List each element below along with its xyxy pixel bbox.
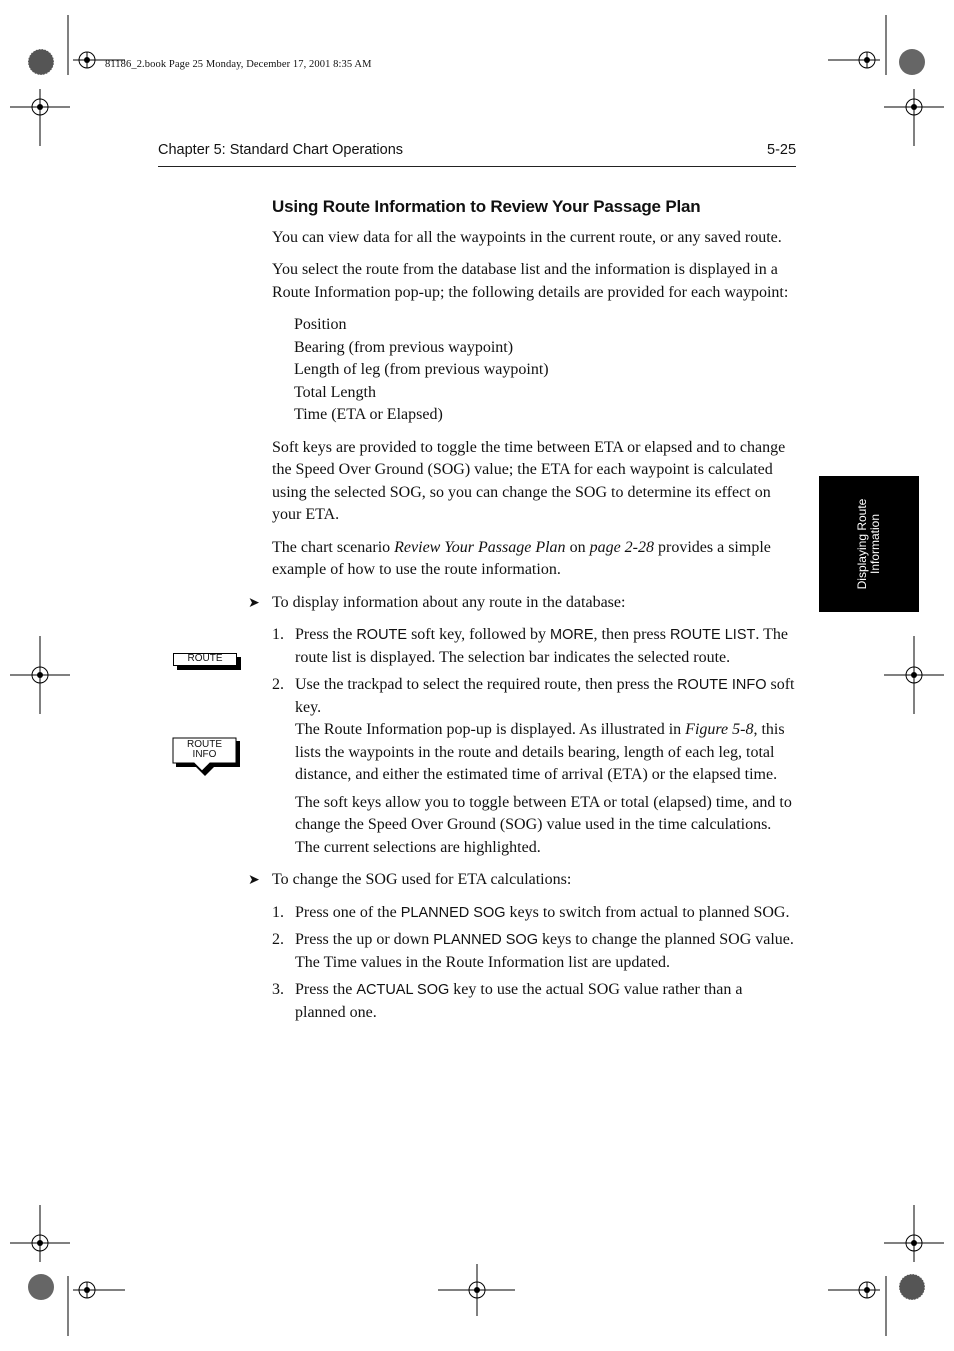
route-info-softkey-icon (172, 737, 242, 777)
step-detail: The soft keys allow you to toggle between ETA or total (elapsed) time, and to change the Speed Over Ground (SOG) value used in the time calculations. The current selections are highlighted. (295, 793, 792, 856)
step-number: 2. (272, 931, 284, 948)
main-content (248, 196, 796, 1029)
list-item: Length of leg (from previous waypoint) (294, 361, 549, 378)
step (272, 624, 796, 669)
list-item: Time (ETA or Elapsed) (294, 406, 443, 423)
text: soft key. (295, 676, 795, 716)
route-softkey-label: ROUTE (173, 653, 237, 666)
key-name: MORE (550, 627, 594, 643)
step-number: 1. (272, 903, 284, 921)
print-info: 81186_2.book Page 25 Monday, December 17, 2001 8:35 AM (105, 59, 372, 70)
key-name: PLANNED SOG (433, 932, 538, 948)
key-name: ACTUAL SOG (356, 982, 450, 998)
waypoint-details-list (294, 314, 796, 427)
text: Press one of the (295, 903, 401, 921)
procedure-heading-text: To change the SOG used for ETA calculations: (272, 871, 572, 888)
text: Use the trackpad to select the required route, then press the (295, 676, 678, 693)
text: soft key, followed by (407, 626, 551, 643)
text: keys to switch from actual to planned SOG. (505, 903, 790, 921)
page-number: 5-25 (767, 142, 797, 158)
text: The Route Information pop-up is displayed. As illustrated in (295, 721, 686, 738)
list-item: Position (294, 316, 347, 333)
step (272, 929, 796, 974)
section-tab-label (856, 499, 882, 590)
scenario-reference: Review Your Passage Plan (394, 538, 566, 556)
text: Press the (295, 981, 357, 998)
running-header-chapter: Chapter 5: Standard Chart Operations (158, 142, 404, 158)
text: keys to change the planned SOG value. The Time values in the Route Information list are updated. (295, 931, 794, 971)
arrow-bullet-icon: ➤ (248, 872, 260, 888)
route-info-softkey-line1: ROUTE (187, 739, 222, 750)
step (272, 902, 796, 925)
step-detail (295, 719, 796, 787)
list-item: Bearing (from previous waypoint) (294, 338, 514, 356)
route-info-softkey-line2: INFO (192, 749, 217, 760)
step-number: 2. (272, 676, 284, 693)
key-name: ROUTE INFO (677, 677, 767, 693)
text: , then press (593, 626, 670, 643)
text: on (565, 538, 590, 556)
text: Press the (295, 626, 357, 643)
key-name: PLANNED SOG (400, 904, 506, 921)
section-tab (819, 476, 919, 612)
key-name: ROUTE (356, 627, 408, 643)
section-tab-line2: Information (868, 513, 882, 575)
text: provides a simple example of how to use the route information. (272, 538, 771, 578)
procedure-heading (248, 869, 796, 892)
list-item: Total Length (294, 383, 376, 401)
step (272, 674, 796, 719)
arrow-bullet-icon: ➤ (248, 594, 260, 611)
paragraph (272, 537, 796, 582)
text: Press the up or down (295, 931, 434, 948)
header-rule (158, 166, 796, 167)
section-tab-line1: Displaying Route (855, 498, 869, 590)
step-number: 3. (272, 981, 284, 998)
paragraph: You select the route from the database list and the information is displayed in a Route Information pop-up; the following details are provided for each waypoint: (272, 261, 789, 301)
text: . The route list is displayed. The selection bar indicates the selected route. (295, 626, 788, 666)
paragraph: You can view data for all the waypoints in the current route, or any saved route. (272, 228, 782, 246)
paragraph: Soft keys are provided to toggle the time between ETA or elapsed and to change the Speed Over Ground (SOG) value; the ETA for each waypoint is calculated using the selected SOG, so you can change the SOG to determine its effect on your ETA. (272, 438, 786, 523)
text: , this lists the waypoints in the route and details bearing, length of each leg, total distance, and either the estimated time of arrival (ETA) or the elapsed time. (295, 721, 785, 783)
step (272, 979, 796, 1024)
page-reference: page 2-28 (589, 538, 654, 556)
section-title: Using Route Information to Review Your Passage Plan (272, 197, 701, 216)
route-softkey-icon (173, 653, 241, 671)
text: key to use the actual SOG value rather than a planned one. (295, 981, 743, 1021)
text: The chart scenario (272, 538, 395, 556)
figure-reference: Figure 5-8 (685, 721, 754, 738)
step-number: 1. (272, 626, 284, 643)
procedure-heading (248, 592, 796, 615)
procedure-heading-text: To display information about any route in the database: (272, 593, 626, 611)
key-name: ROUTE LIST (669, 627, 756, 643)
